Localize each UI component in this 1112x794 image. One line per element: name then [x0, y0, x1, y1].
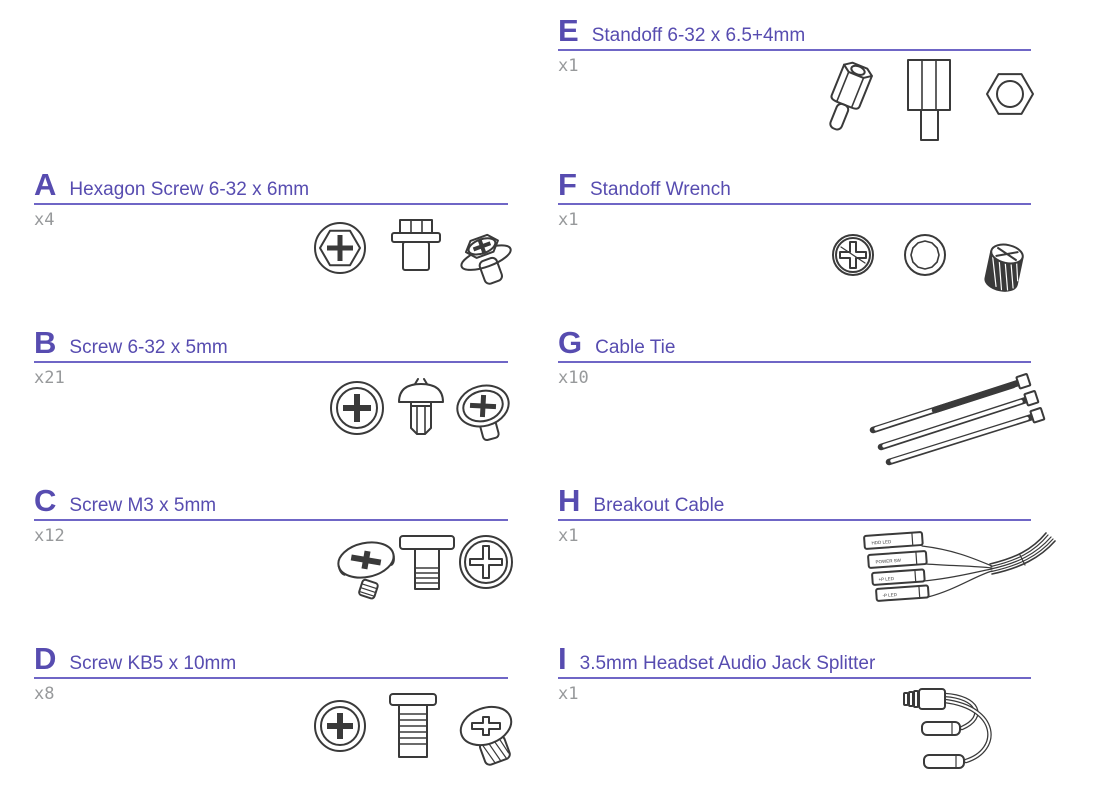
- quantity-label: x1: [558, 56, 579, 76]
- section-standoff: [558, 13, 1031, 166]
- svg-text:-P LED: -P LED: [882, 592, 898, 599]
- quantity-label: x4: [34, 210, 55, 230]
- section-screw-632: [34, 325, 508, 478]
- section-letter: D: [34, 641, 57, 676]
- jack-socket-1: [922, 722, 960, 735]
- section-header: [34, 483, 508, 521]
- section-screw-kb5: [34, 641, 508, 794]
- section-title: 3.5mm Headset Audio Jack Splitter: [579, 653, 876, 674]
- section-title: Standoff 6-32 x 6.5+4mm: [591, 25, 806, 46]
- hexagon-screw-illustration: [300, 212, 515, 287]
- wrench-socket-view-icon: [905, 235, 945, 275]
- standoff-illustration: [800, 52, 1040, 148]
- hex-screw-top-view-icon: [315, 223, 365, 273]
- section-letter: E: [558, 13, 579, 48]
- breakout-cable-illustration: [860, 528, 1060, 613]
- quantity-label: x1: [558, 210, 579, 230]
- svg-text:POWER SW: POWER SW: [875, 557, 902, 565]
- wrench-top-view-icon: [833, 235, 873, 275]
- section-standoff-wrench: [558, 167, 1031, 320]
- screw-side-view-icon: [399, 379, 443, 434]
- breakout-cable-icon: [864, 532, 1055, 601]
- section-title: Screw KB5 x 10mm: [69, 653, 237, 674]
- quantity-label: x1: [558, 684, 579, 704]
- section-letter: G: [558, 325, 583, 360]
- section-letter: H: [558, 483, 581, 518]
- section-header: [558, 167, 1031, 205]
- screw-3d-view-icon: [455, 700, 523, 770]
- screw-m3-illustration: [330, 528, 515, 600]
- section-hexagon-screw: [34, 167, 508, 320]
- standoff-wrench-illustration: [825, 220, 1035, 290]
- hex-screw-3d-view-icon: [454, 229, 519, 291]
- section-header: [558, 325, 1031, 363]
- standoff-3d-view-icon: [820, 60, 873, 134]
- section-title: Screw 6-32 x 5mm: [69, 337, 228, 358]
- screw-top-view-icon: [315, 701, 365, 751]
- section-header: [558, 483, 1031, 521]
- hex-screw-side-view-icon: [392, 220, 440, 270]
- section-cable-tie: [558, 325, 1031, 478]
- connector-minus-p-led: [876, 585, 929, 601]
- screw-3d-view-icon: [335, 538, 397, 600]
- connector-hdd-led: [864, 532, 923, 549]
- connector-power-sw: [868, 551, 927, 568]
- screw-kb5-illustration: [310, 688, 520, 766]
- section-title: Hexagon Screw 6-32 x 6mm: [69, 179, 310, 200]
- section-title: Screw M3 x 5mm: [69, 495, 217, 516]
- quantity-label: x12: [34, 526, 65, 546]
- section-letter: I: [558, 641, 567, 676]
- section-screw-m3: [34, 483, 508, 636]
- screw-top-view-icon: [460, 536, 512, 588]
- section-header: [34, 167, 508, 205]
- screw-top-view-icon: [331, 382, 383, 434]
- connector-plus-p-led: [872, 569, 925, 585]
- section-title: Cable Tie: [595, 337, 676, 358]
- cable-tie-illustration: [863, 372, 1043, 464]
- section-letter: F: [558, 167, 577, 202]
- section-audio-splitter: [558, 641, 1031, 794]
- wrench-3d-view-icon: [984, 242, 1025, 294]
- svg-text:HDD LED: HDD LED: [871, 539, 892, 546]
- screw-side-view-icon: [400, 536, 454, 589]
- standoff-side-view-icon: [908, 60, 950, 140]
- section-title: Standoff Wrench: [589, 179, 731, 200]
- quantity-label: x8: [34, 684, 55, 704]
- quantity-label: x21: [34, 368, 65, 388]
- audio-splitter-illustration: [902, 684, 1012, 779]
- screw-632-illustration: [325, 372, 515, 444]
- plug-3-5mm: [904, 689, 945, 709]
- section-header: [558, 13, 1031, 51]
- svg-text:+P LED: +P LED: [878, 575, 895, 583]
- section-letter: B: [34, 325, 57, 360]
- audio-splitter-icon: [904, 689, 989, 768]
- screw-side-view-icon: [390, 694, 436, 757]
- hex-nut-icon: [987, 74, 1033, 114]
- quantity-label: x10: [558, 368, 589, 388]
- section-letter: C: [34, 483, 57, 518]
- jack-socket-2: [924, 755, 964, 768]
- section-title: Breakout Cable: [593, 495, 725, 516]
- section-header: [558, 641, 1031, 679]
- section-header: [34, 641, 508, 679]
- quantity-label: x1: [558, 526, 579, 546]
- screw-3d-view-icon: [453, 380, 517, 446]
- section-breakout-cable: [558, 483, 1031, 636]
- section-header: [34, 325, 508, 363]
- section-letter: A: [34, 167, 57, 202]
